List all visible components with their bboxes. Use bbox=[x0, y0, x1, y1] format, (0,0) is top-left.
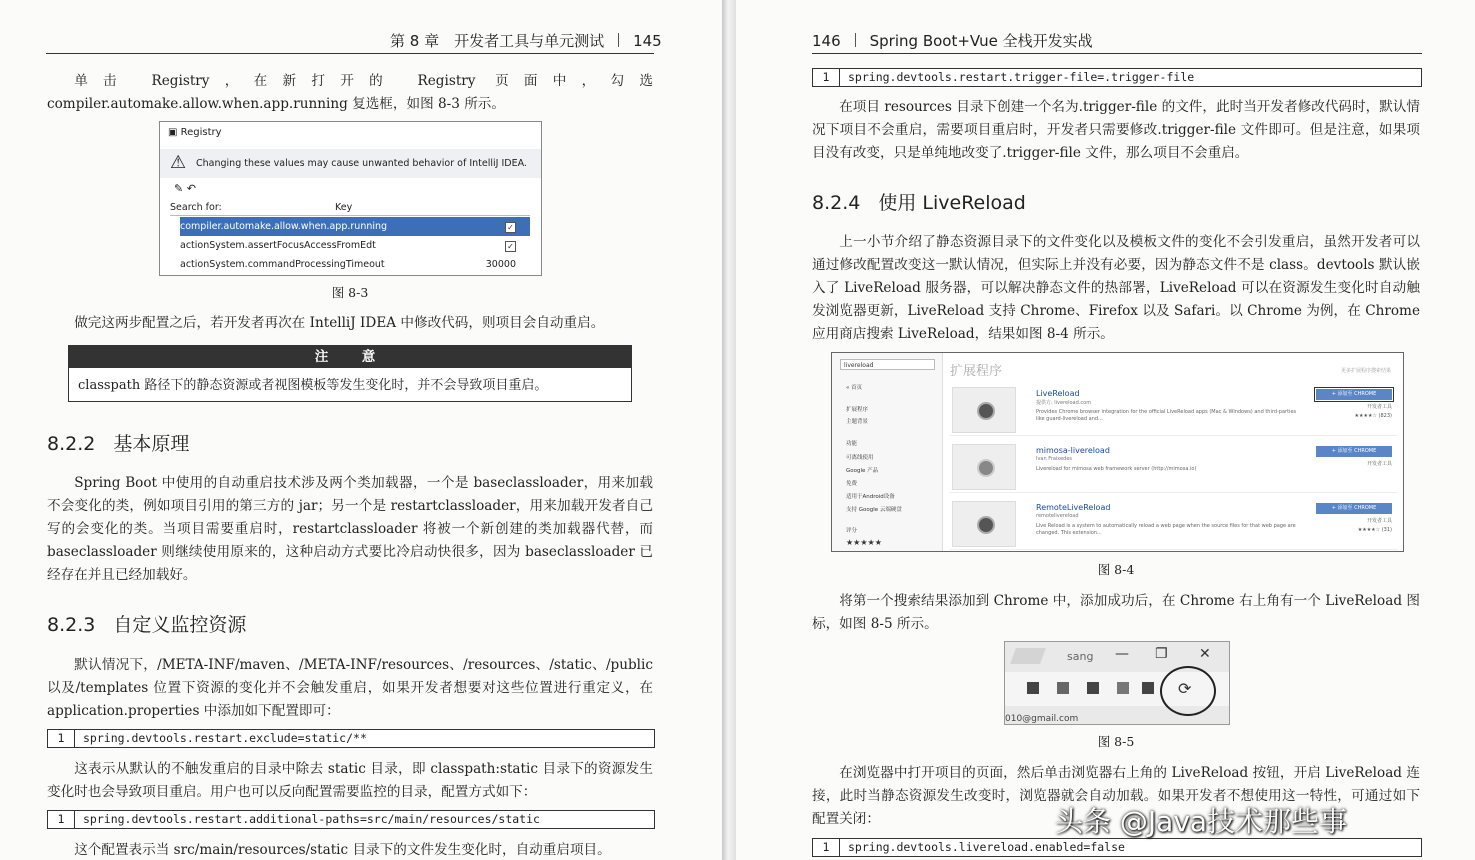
code-block bbox=[47, 729, 655, 748]
rating-filter[interactable]: ★★★★★ bbox=[846, 538, 882, 547]
column-header bbox=[170, 202, 530, 216]
sidebar-item[interactable]: « 首页 bbox=[846, 385, 863, 391]
code-line: spring.devtools.livereload.enabled=false bbox=[848, 840, 1125, 854]
book-spine bbox=[722, 0, 736, 860]
note-title: 注 意 bbox=[69, 346, 631, 368]
paragraph: 默认情况下，/META-INF/maven、/META-INF/resources、/resources、/static、/public 以及/templates 位置下资源的变化并不会触发重启，如果开发者想要对这些位置进行重定义，在 application.properties 中添加如下配置即可： bbox=[47, 657, 653, 719]
extension-icon[interactable] bbox=[1087, 682, 1099, 694]
code-line: spring.devtools.restart.trigger-file=.trigger-file bbox=[848, 70, 1195, 84]
search-label: Search for: bbox=[170, 202, 222, 213]
sidebar-item[interactable]: 可离线使用 bbox=[846, 455, 874, 461]
sidebar-item[interactable]: 适用于Android设备 bbox=[846, 494, 895, 500]
extension-name[interactable]: LiveReload bbox=[1036, 389, 1080, 398]
registry-figure bbox=[159, 121, 542, 276]
checkbox[interactable]: ✓ bbox=[505, 222, 516, 233]
section-heading: 8.2.4 使用 LiveReload bbox=[812, 192, 1026, 214]
paragraph: 上一小节介绍了静态资源目录下的文件变化以及模板文件的变化不会引发重启，虽然开发者可以通过修改配置改变这一默认情况，但实际上并没有必要，因为静态文件不是 class。devtools 默认嵌入了 LiveReload 服务器，可以解决静态文件的热部署，LiveReload 可以在资源发生变化时自动触发浏览器更新，LiveReload 支持 Chrome、Firefox 以及 Safari。以 Chrome 为例，在 Chrome 应用商店搜索 LiveReload，结果如图 8-4 所示。 bbox=[812, 234, 1420, 342]
extension-author: remotelivereload bbox=[1036, 513, 1079, 519]
note-body: classpath 路径下的静态资源或者视图模板等发生变化时，并不会导致项目重启。 bbox=[78, 378, 548, 393]
extension-category: 开发者工具 bbox=[1366, 461, 1392, 467]
close-icon[interactable]: ✕ bbox=[1199, 646, 1211, 662]
extension-item[interactable] bbox=[950, 383, 1398, 436]
checkbox[interactable]: ✓ bbox=[505, 241, 516, 252]
extension-category: 开发者工具 bbox=[1366, 518, 1392, 524]
line-number: 1 bbox=[813, 839, 840, 856]
sidebar-item[interactable]: 免费 bbox=[846, 481, 858, 487]
toolbar bbox=[174, 182, 196, 195]
extension-name[interactable]: mimosa-livereload bbox=[1036, 446, 1110, 455]
extension-name[interactable]: RemoteLiveReload bbox=[1036, 503, 1111, 512]
note-box bbox=[68, 345, 632, 402]
add-to-chrome-button[interactable]: + 添加至 CHROME bbox=[1316, 446, 1392, 457]
store-heading-link[interactable]: 更多扩展程序搜索结果 bbox=[1340, 368, 1391, 374]
paragraph: 将第一个搜索结果添加到 Chrome 中，添加成功后，在 Chrome 右上角有一个 LiveReload 图标，如图 8-5 所示。 bbox=[812, 593, 1420, 632]
store-search-input[interactable]: livereload bbox=[840, 359, 935, 370]
minimize-icon[interactable]: — bbox=[1115, 646, 1129, 662]
extension-author: 提供方: livereload.com bbox=[1036, 400, 1092, 406]
warning-banner bbox=[160, 149, 541, 178]
key-header: Key bbox=[335, 202, 353, 213]
registry-title: ▣ Registry bbox=[168, 127, 222, 138]
extension-category: 开发者工具 bbox=[1366, 404, 1392, 410]
livereload-icon bbox=[977, 402, 995, 420]
extension-rating: ★★★★☆ (823) bbox=[1354, 413, 1392, 419]
extension-item[interactable] bbox=[950, 440, 1398, 493]
paragraph: 在项目 resources 目录下创建一个名为.trigger-file 的文件，此时当开发者修改代码时，默认情况下项目不会重启，需要项目重启时，开发者只需要修改.trigger-file 文件即可。但是注意，如果项目没有改变，只是单纯地改变了.trigger-file 文件，那么项目不会重启。 bbox=[812, 99, 1420, 161]
revert-icon[interactable]: ↶ bbox=[186, 182, 196, 195]
extension-thumbnail bbox=[952, 501, 1016, 547]
watermark: 头条 @Java技术那些事 bbox=[1055, 805, 1348, 838]
extension-icon[interactable] bbox=[1117, 682, 1129, 694]
page-header bbox=[390, 30, 662, 51]
page-number: 145 bbox=[633, 32, 662, 50]
remotelivereload-icon bbox=[977, 516, 995, 534]
extension-author: Ivan Fraixedes bbox=[1036, 456, 1073, 462]
extension-icon[interactable] bbox=[1027, 682, 1039, 694]
section-heading: 8.2.2 基本原理 bbox=[47, 433, 190, 455]
extension-desc: Provides Chrome browser integration for the official LiveReload apps (Mac & Windows) and third-parties like guard-livereload and... bbox=[1036, 409, 1297, 422]
tab-shape bbox=[1010, 648, 1046, 664]
paragraph: 做完这两步配置之后，若开发者再次在 IntelliJ IDEA 中修改代码，则项目会自动重启。 bbox=[74, 315, 605, 331]
edit-icon[interactable]: ✎ bbox=[174, 182, 184, 195]
line-number: 1 bbox=[48, 811, 75, 828]
book-title: Spring Boot+Vue 全栈开发实战 bbox=[869, 32, 1093, 50]
header-rule bbox=[812, 53, 1422, 54]
extension-rating: ★★★★☆ (31) bbox=[1357, 527, 1392, 533]
store-sidebar bbox=[832, 353, 943, 551]
paragraph: 这表示从默认的不触发重启的目录中除去 static 目录，即 classpath:static 目录下的资源发生变化时也会导致项目重启。用户也可以反向配置需要监控的目录，配置方式如下： bbox=[47, 761, 653, 800]
header-rule bbox=[46, 53, 654, 54]
sidebar-item[interactable]: Google 产品 bbox=[846, 468, 879, 474]
code-block bbox=[812, 838, 1422, 857]
chrome-store-figure bbox=[831, 352, 1404, 552]
livereload-icon[interactable]: ⟳ bbox=[1178, 679, 1192, 698]
registry-row-selected[interactable]: compiler.automake.allow.when.app.running ✓ bbox=[180, 217, 530, 236]
left-page bbox=[0, 0, 722, 860]
sidebar-item[interactable]: 主题背景 bbox=[846, 419, 869, 425]
page-header bbox=[812, 30, 1093, 51]
paragraph: Spring Boot 中使用的自动重启技术涉及两个类加载器，一个是 baseclassloader，用来加载不会变化的类，例如项目引用的第三方的 jar；另一个是 restartclassloader，用来加载开发者自己写的会变化的类。当项目需要重启时，restartclassloader 将被一个新创建的类加载器代替，而 baseclassloader 则继续使用原来的，这种启动方式要比冷启动快很多，因为 baseclassloader 已经存在并且已经加载好。 bbox=[47, 475, 653, 583]
figure-caption: 图 8-4 bbox=[1097, 562, 1135, 577]
extension-thumbnail bbox=[952, 387, 1016, 433]
paragraph: 这个配置表示当 src/main/resources/static 目录下的文件发生变化时，自动重启项目。 bbox=[74, 842, 611, 858]
warning-icon: ⚠ bbox=[170, 152, 187, 173]
registry-row[interactable]: actionSystem.commandProcessingTimeout 30000 bbox=[180, 259, 516, 270]
code-block bbox=[812, 68, 1422, 87]
extension-item[interactable] bbox=[950, 497, 1398, 550]
sidebar-section: 功能 bbox=[846, 441, 858, 447]
paragraph: 在浏览器中打开项目的页面，然后单击浏览器右上角的 LiveReload 按钮，开启 LiveReload 连接，此时当静态资源发生改变时，浏览器就会自动加载。如果开发者不想使用这一特性，可通过如下配置关闭： bbox=[812, 765, 1420, 827]
add-to-chrome-button[interactable]: + 添加至 CHROME bbox=[1316, 503, 1392, 514]
sidebar-item[interactable]: 支持 Google 云端硬盘 bbox=[846, 507, 902, 513]
code-line: spring.devtools.restart.exclude=static/** bbox=[83, 731, 367, 745]
extension-desc: Live Reload is a system to automatically reload a web page when the source files for that web page are changed. This extension... bbox=[1036, 523, 1296, 536]
sidebar-item[interactable]: 扩展程序 bbox=[846, 407, 869, 413]
add-to-chrome-button[interactable]: + 添加至 CHROME bbox=[1316, 389, 1392, 400]
registry-row[interactable]: actionSystem.assertFocusAccessFromEdt ✓ bbox=[180, 236, 530, 255]
figure-caption: 图 8-3 bbox=[331, 285, 369, 300]
profile-name[interactable]: sang bbox=[1067, 650, 1094, 663]
page-number: 146 bbox=[812, 32, 841, 50]
paragraph: 单击 Registry，在新打开的 Registry 页面中，勾选 compiler.automake.allow.when.app.running 复选框，如图 8-3 所示。 bbox=[47, 73, 653, 112]
code-line: spring.devtools.restart.additional-paths=src/main/resources/static bbox=[83, 812, 540, 826]
figure-caption: 图 8-5 bbox=[1097, 734, 1135, 749]
chrome-toolbar-figure bbox=[1004, 641, 1230, 725]
extension-thumbnail bbox=[952, 444, 1016, 490]
line-number: 1 bbox=[48, 730, 75, 747]
warning-text: Changing these values may cause unwanted behavior of IntelliJ IDEA. bbox=[196, 158, 527, 169]
mimosa-icon bbox=[977, 459, 995, 477]
section-heading: 8.2.3 自定义监控资源 bbox=[47, 614, 247, 636]
extension-icon[interactable] bbox=[1057, 682, 1069, 694]
sidebar-section: 评分 bbox=[846, 528, 858, 534]
line-number: 1 bbox=[813, 69, 840, 86]
store-heading: 扩展程序 bbox=[950, 364, 1003, 379]
code-block bbox=[47, 810, 655, 829]
maximize-icon[interactable]: ❐ bbox=[1155, 646, 1168, 662]
extension-icon[interactable] bbox=[1142, 682, 1154, 694]
chapter-title: 第 8 章 开发者工具与单元测试 bbox=[390, 32, 605, 50]
account-email: 010@gmail.com bbox=[1005, 714, 1079, 724]
extension-desc: Livereload for mimosa web framework server (http://mimosa.io) bbox=[1036, 466, 1197, 472]
